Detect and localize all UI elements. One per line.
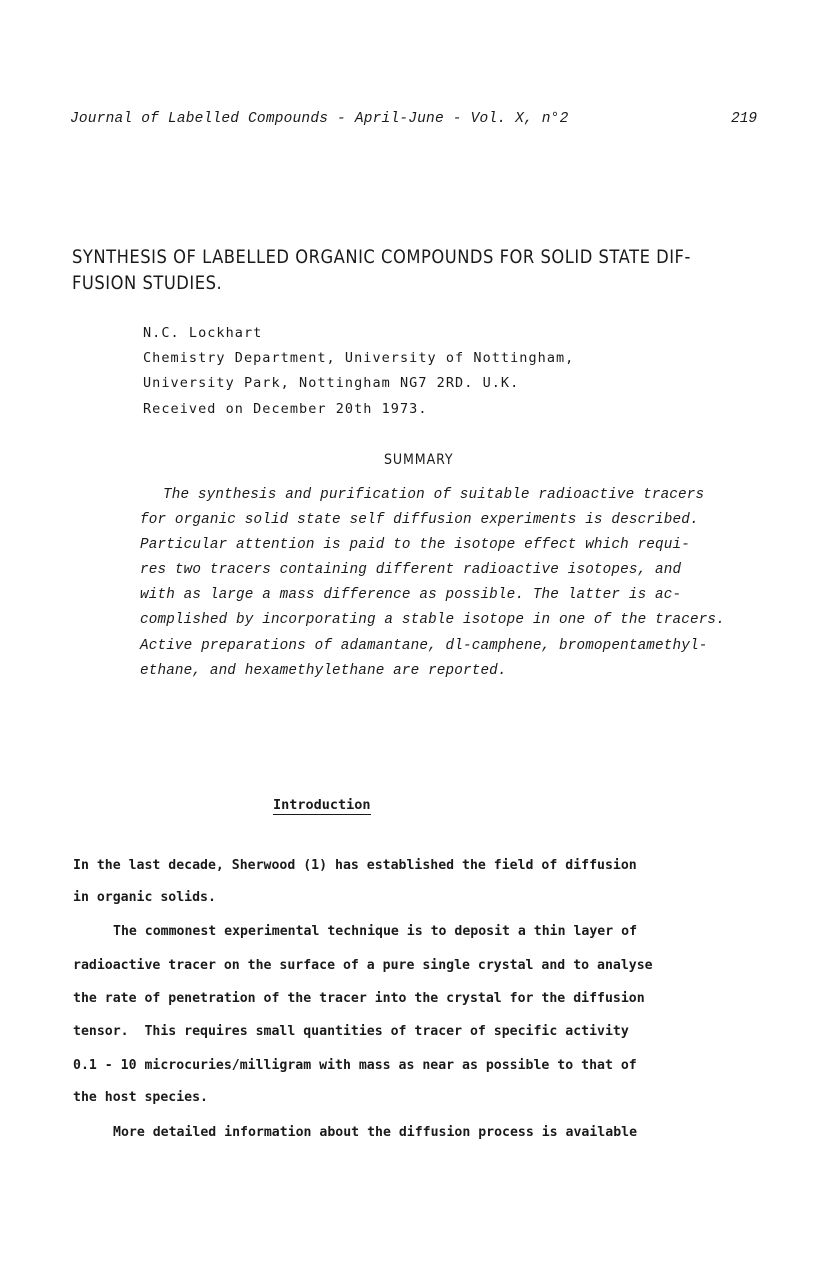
summary-heading: SUMMARY [384,452,454,468]
summary-line: Active preparations of adamantane, dl-camphene, bromopentamethyl- [140,638,708,654]
summary-line: with as large a mass difference as possible. The latter is ac- [140,587,682,603]
body-line: radioactive tracer on the surface of a pure single crystal and to analyse [73,958,653,973]
summary-line: ethane, and hexamethylethane are reported. [140,663,507,679]
body-line: In the last decade, Sherwood (1) has established the field of diffusion [73,858,637,873]
summary-line: The synthesis and purification of suitable radioactive tracers [163,487,705,503]
received-date: Received on December 20th 1973. [143,401,428,417]
introduction-heading: Introduction [273,797,371,813]
author-affiliation-2: University Park, Nottingham NG7 2RD. U.K. [143,375,520,391]
body-line: 0.1 - 10 microcuries/milligram with mass as near as possible to that of [73,1058,637,1073]
author-name: N.C. Lockhart [143,325,263,341]
paper-title-line-1: SYNTHESIS OF LABELLED ORGANIC COMPOUNDS FOR SOLID STATE DIF- [72,246,691,268]
author-affiliation-1: Chemistry Department, University of Nottingham, [143,350,575,366]
summary-line: complished by incorporating a stable isotope in one of the tracers. [140,612,725,628]
body-line: in organic solids. [73,890,216,905]
body-line: More detailed information about the diffusion process is available [113,1125,638,1140]
summary-line: for organic solid state self diffusion experiments is described. [140,512,699,528]
paper-title-line-2: FUSION STUDIES. [72,272,223,294]
body-line: tensor. This requires small quantities of tracer of specific activity [73,1024,629,1039]
summary-line: res two tracers containing different radioactive isotopes, and [140,562,682,578]
page-number: 219 [731,111,758,127]
body-line: the host species. [73,1090,208,1105]
journal-header: Journal of Labelled Compounds - April-June - Vol. X, n°2 [70,111,569,127]
body-line: The commonest experimental technique is to deposit a thin layer of [113,924,638,939]
summary-line: Particular attention is paid to the isotope effect which requi- [140,537,690,553]
body-line: the rate of penetration of the tracer into the crystal for the diffusion [73,991,645,1006]
